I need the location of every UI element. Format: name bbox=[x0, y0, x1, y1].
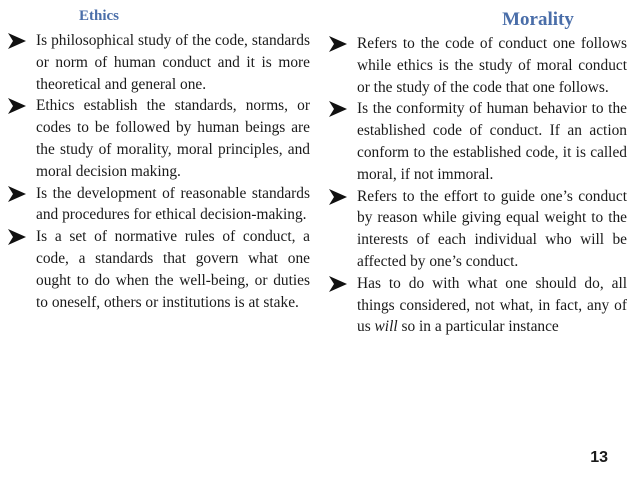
morality-list bbox=[329, 33, 627, 338]
list-item-text: Is the development of reasonable standards and procedures for ethical decision-making. bbox=[36, 184, 310, 224]
list-item-text: Refers to the effort to guide one’s conduct by reason while giving equal weight to the interests of each individual who will be affected by one’s conduct. bbox=[357, 187, 627, 270]
list-item bbox=[8, 226, 310, 313]
arrowhead-bullet-icon bbox=[8, 33, 26, 49]
list-item-text-start: Has to do with what one should do, all things considered, not what, in fact, any of us bbox=[357, 274, 627, 336]
list-item bbox=[329, 98, 627, 185]
list-item-text: Is philosophical study of the code, standards or norm of human conduct and it is more theoretical and general one. bbox=[36, 32, 310, 93]
page-number: 13 bbox=[590, 449, 608, 466]
list-item-text-end: so in a particular instance bbox=[397, 318, 559, 336]
arrowhead-bullet-icon bbox=[8, 186, 26, 202]
list-item-text: Is the conformity of human behavior to the established code of conduct. If an action conform to the established code, it is called moral, if not immoral. bbox=[357, 100, 627, 183]
list-item-text: Is a set of normative rules of conduct, a code, a standards that govern what one ought to do when the well-being, or duties to oneself, others or institutions is at stake. bbox=[36, 228, 310, 311]
arrowhead-bullet-icon bbox=[329, 276, 347, 292]
list-item bbox=[329, 186, 627, 273]
arrowhead-bullet-icon bbox=[329, 101, 347, 117]
list-item bbox=[329, 273, 627, 338]
list-item-text: Refers to the code of conduct one follows while ethics is the study of moral conduct or the study of the code that one follows. bbox=[357, 35, 627, 96]
arrowhead-bullet-icon bbox=[8, 98, 26, 114]
list-item bbox=[8, 95, 310, 182]
list-item bbox=[8, 30, 310, 95]
arrowhead-bullet-icon bbox=[329, 189, 347, 205]
morality-heading: Morality bbox=[502, 9, 574, 30]
ethics-heading: Ethics bbox=[78, 8, 119, 24]
ethics-column bbox=[8, 0, 310, 313]
arrowhead-bullet-icon bbox=[8, 229, 26, 245]
ethics-list bbox=[8, 30, 310, 313]
list-item bbox=[329, 33, 627, 98]
list-item-text: Ethics establish the standards, norms, or codes to be followed by human beings are the study of morality, moral principles, and moral decision making. bbox=[36, 97, 310, 180]
morality-column bbox=[329, 0, 627, 338]
arrowhead-bullet-icon bbox=[329, 36, 347, 52]
list-item bbox=[8, 183, 310, 227]
emphasized-word: will bbox=[374, 318, 398, 336]
